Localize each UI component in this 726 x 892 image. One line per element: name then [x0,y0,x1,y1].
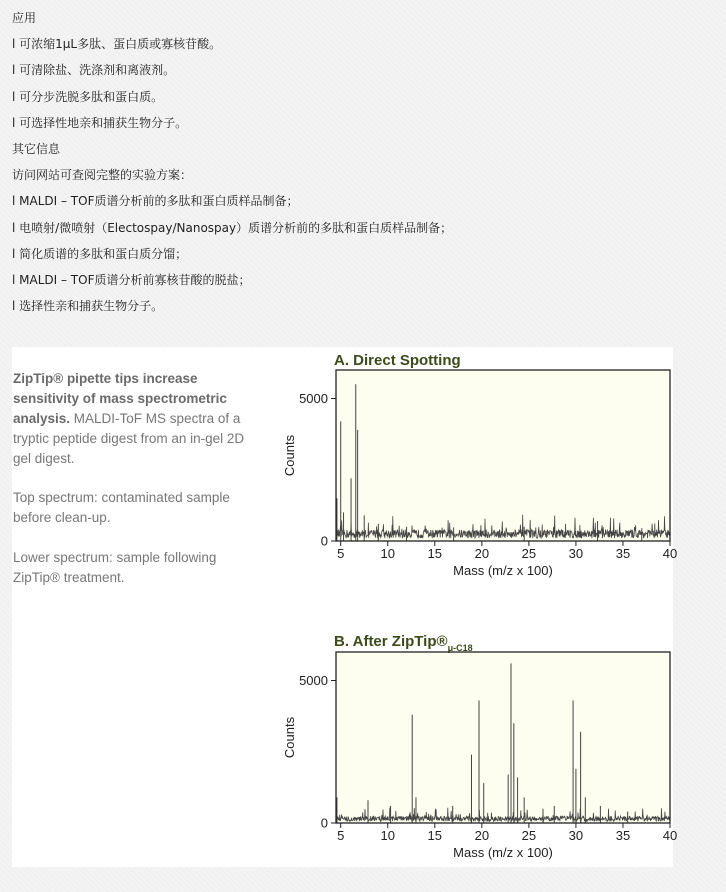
y-tick-label: 5000 [299,673,328,688]
caption-top-spectrum: Top spectrum: contaminated sample before clean-up. [13,490,230,525]
chart-1 [282,633,677,860]
chart-title: B. After $ZipTip®_{\mu-C18}$ [334,633,473,653]
caption-bold: ZipTip® pipette tips increase sensitivity of mass spectrometric analysis. [13,371,227,426]
text-line: l 可分步洗脱多肽和蛋白质。 [12,89,164,104]
text-line: l 选择性亲和捕获生物分子。 [12,299,164,314]
text-line: l 可浓缩1μL多肽、蛋白质或寡核苷酸。 [12,37,222,52]
y-tick-label: 5000 [299,391,328,406]
chart-title: A. Direct Spotting [334,352,461,369]
text-line: l 电喷射/微喷射（Electospay/Nanospay）质谱分析前的多肽和蛋白质样品制备； [12,220,453,235]
text-line: 访问网站可查阅完整的实验方案： [12,168,193,183]
text-line: l 可清除盐、洗涤剂和离液剂。 [12,63,176,78]
caption-lower-spectrum: Lower spectrum: sample following ZipTip® treatment. [13,550,217,585]
x-tick-label: 15 [427,546,443,561]
text-line: l MALDI – TOF质谱分析前寡核苷酸的脱盐； [12,273,251,287]
chart-title-subscript: μ-C18 [447,643,473,653]
plot-area [336,652,670,823]
x-tick-label: 40 [662,546,678,561]
text-line: l 可选择性地亲和捕获生物分子。 [12,115,188,130]
y-axis-label: Counts [282,434,297,477]
x-tick-label: 25 [521,828,537,843]
chart-0 [282,352,677,578]
x-axis-label: Mass (m/z x 100) [453,845,553,860]
x-tick-label: 40 [662,828,678,843]
x-tick-label: 25 [521,546,537,561]
text-line: 应用 [12,11,37,25]
x-tick-label: 10 [380,546,395,561]
x-tick-label: 35 [615,546,631,561]
spectra-charts [12,347,678,867]
y-tick-label: 0 [320,533,328,549]
y-tick-label: 0 [320,815,328,831]
x-tick-label: 35 [615,828,631,843]
text-line: 其它信息 [12,142,61,156]
x-tick-label: 5 [337,828,345,843]
plot-area [336,370,670,541]
x-tick-label: 30 [568,546,584,561]
x-tick-label: 20 [474,546,490,561]
x-tick-label: 10 [380,828,395,843]
x-tick-label: 20 [474,828,490,843]
x-axis-label: Mass (m/z x 100) [453,563,553,578]
text-line: l 简化质谱的多肽和蛋白质分馏； [12,246,188,261]
y-axis-label: Counts [282,716,297,759]
x-tick-label: 15 [427,828,443,843]
text-line: l MALDI – TOF质谱分析前的多肽和蛋白质样品制备； [12,194,299,209]
caption-normal: MALDI-ToF MS spectra of a tryptic peptide digest from an in-gel 2D gel digest. [13,411,245,466]
x-tick-label: 30 [568,828,584,843]
figure [12,347,678,867]
x-tick-label: 5 [337,546,345,561]
